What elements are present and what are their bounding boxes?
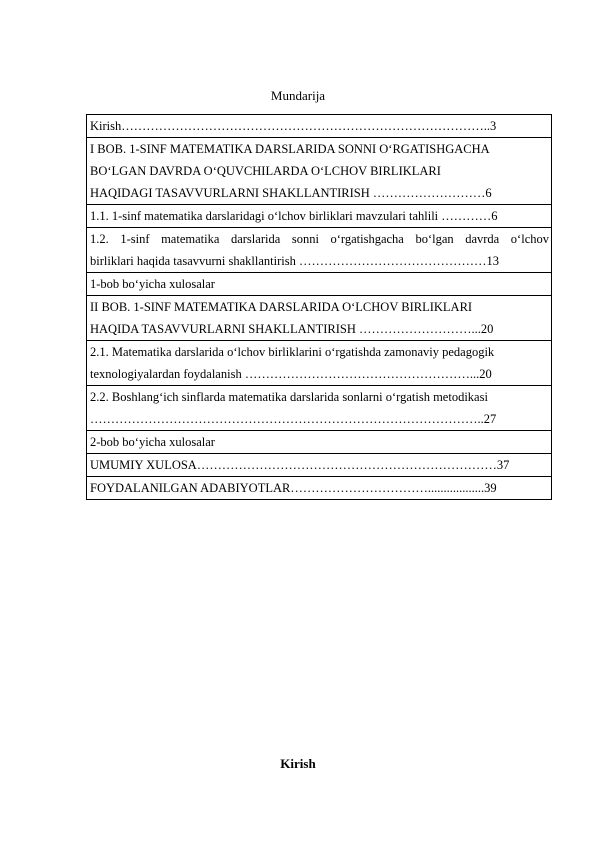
toc-row-section-2-2: [87, 386, 552, 431]
toc-entry: [87, 296, 552, 341]
toc-entry: [87, 386, 552, 431]
toc-entry-line: birliklari haqida tasavvurni shakllantirish ………………………………………13: [90, 254, 499, 268]
toc-entry: [87, 273, 552, 296]
toc-row-chapter-2-conclusions: [87, 431, 552, 454]
toc-row-kirish: [87, 115, 552, 138]
toc-entry: [87, 228, 552, 273]
toc-entry-line: 2.2. Boshlang‘ich sinflarda matematika darslarida sonlarni o‘rgatish metodikasi: [90, 390, 488, 404]
toc-row-chapter-1-conclusions: [87, 273, 552, 296]
toc-row-chapter-2: [87, 296, 552, 341]
toc-entry: [87, 205, 552, 228]
toc-entry-text: FOYDALANILGAN ADABIYOTLAR……………………………..................39: [90, 481, 497, 495]
toc-entry-text: 1.1. 1-sinf matematika darslaridagi o‘lchov birliklari mavzulari tahlili …………6: [90, 209, 498, 223]
toc-entry-line: BO‘LGAN DAVRDA O‘QUVCHILARDA O‘LCHOV BIRLIKLARI: [90, 164, 441, 178]
toc-row-section-2-1: [87, 341, 552, 386]
toc-entry: [87, 115, 552, 138]
toc-entry-line: HAQIDA TASAVVURLARNI SHAKLLANTIRISH ………………………...20: [90, 322, 494, 336]
toc-entry-line: HAQIDAGI TASAVVURLARNI SHAKLLANTIRISH ………………………6: [90, 186, 492, 200]
toc-entry-line: II BOB. 1-SINF MATEMATIKA DARSLARIDA O‘LCHOV BIRLIKLARI: [90, 300, 473, 314]
toc-entry-text: 1-bob bo‘yicha xulosalar: [90, 277, 215, 291]
table-of-contents: [86, 114, 552, 500]
page-title: Mundarija: [270, 88, 326, 103]
toc-row-section-1-2: [87, 228, 552, 273]
toc-entry-line: 1.2. 1-sinf matematika darslarida sonni o‘rgatishgacha bo‘lgan davrda o‘lchov: [90, 232, 549, 246]
toc-entry: [87, 341, 552, 386]
toc-entry-text: Kirish……………………………………………………………………………..3: [90, 119, 497, 133]
toc-row-references: [87, 477, 552, 500]
toc-entry-line: texnologiyalardan foydalanish ………………………………………………...20: [90, 367, 492, 381]
section-heading-kirish: Kirish: [280, 756, 316, 771]
toc-row-general-conclusion: [87, 454, 552, 477]
toc-entry: [87, 431, 552, 454]
toc-entry: [87, 454, 552, 477]
toc-row-chapter-1: [87, 138, 552, 205]
toc-entry-text: 2-bob bo‘yicha xulosalar: [90, 435, 215, 449]
toc-entry: [87, 138, 552, 205]
toc-entry-text: UMUMIY XULOSA………………………………………………………………37: [90, 458, 510, 472]
toc-entry-line: 2.1. Matematika darslarida o‘lchov birliklarini o‘rgatishda zamonaviy pedagogik: [90, 345, 495, 359]
toc-entry: [87, 477, 552, 500]
toc-entry-line: I BOB. 1-SINF MATEMATIKA DARSLARIDA SONNI O‘RGATISHGACHA: [90, 142, 490, 156]
toc-row-section-1-1: [87, 205, 552, 228]
toc-entry-line: …………………………………………………………………………………..27: [90, 412, 497, 426]
